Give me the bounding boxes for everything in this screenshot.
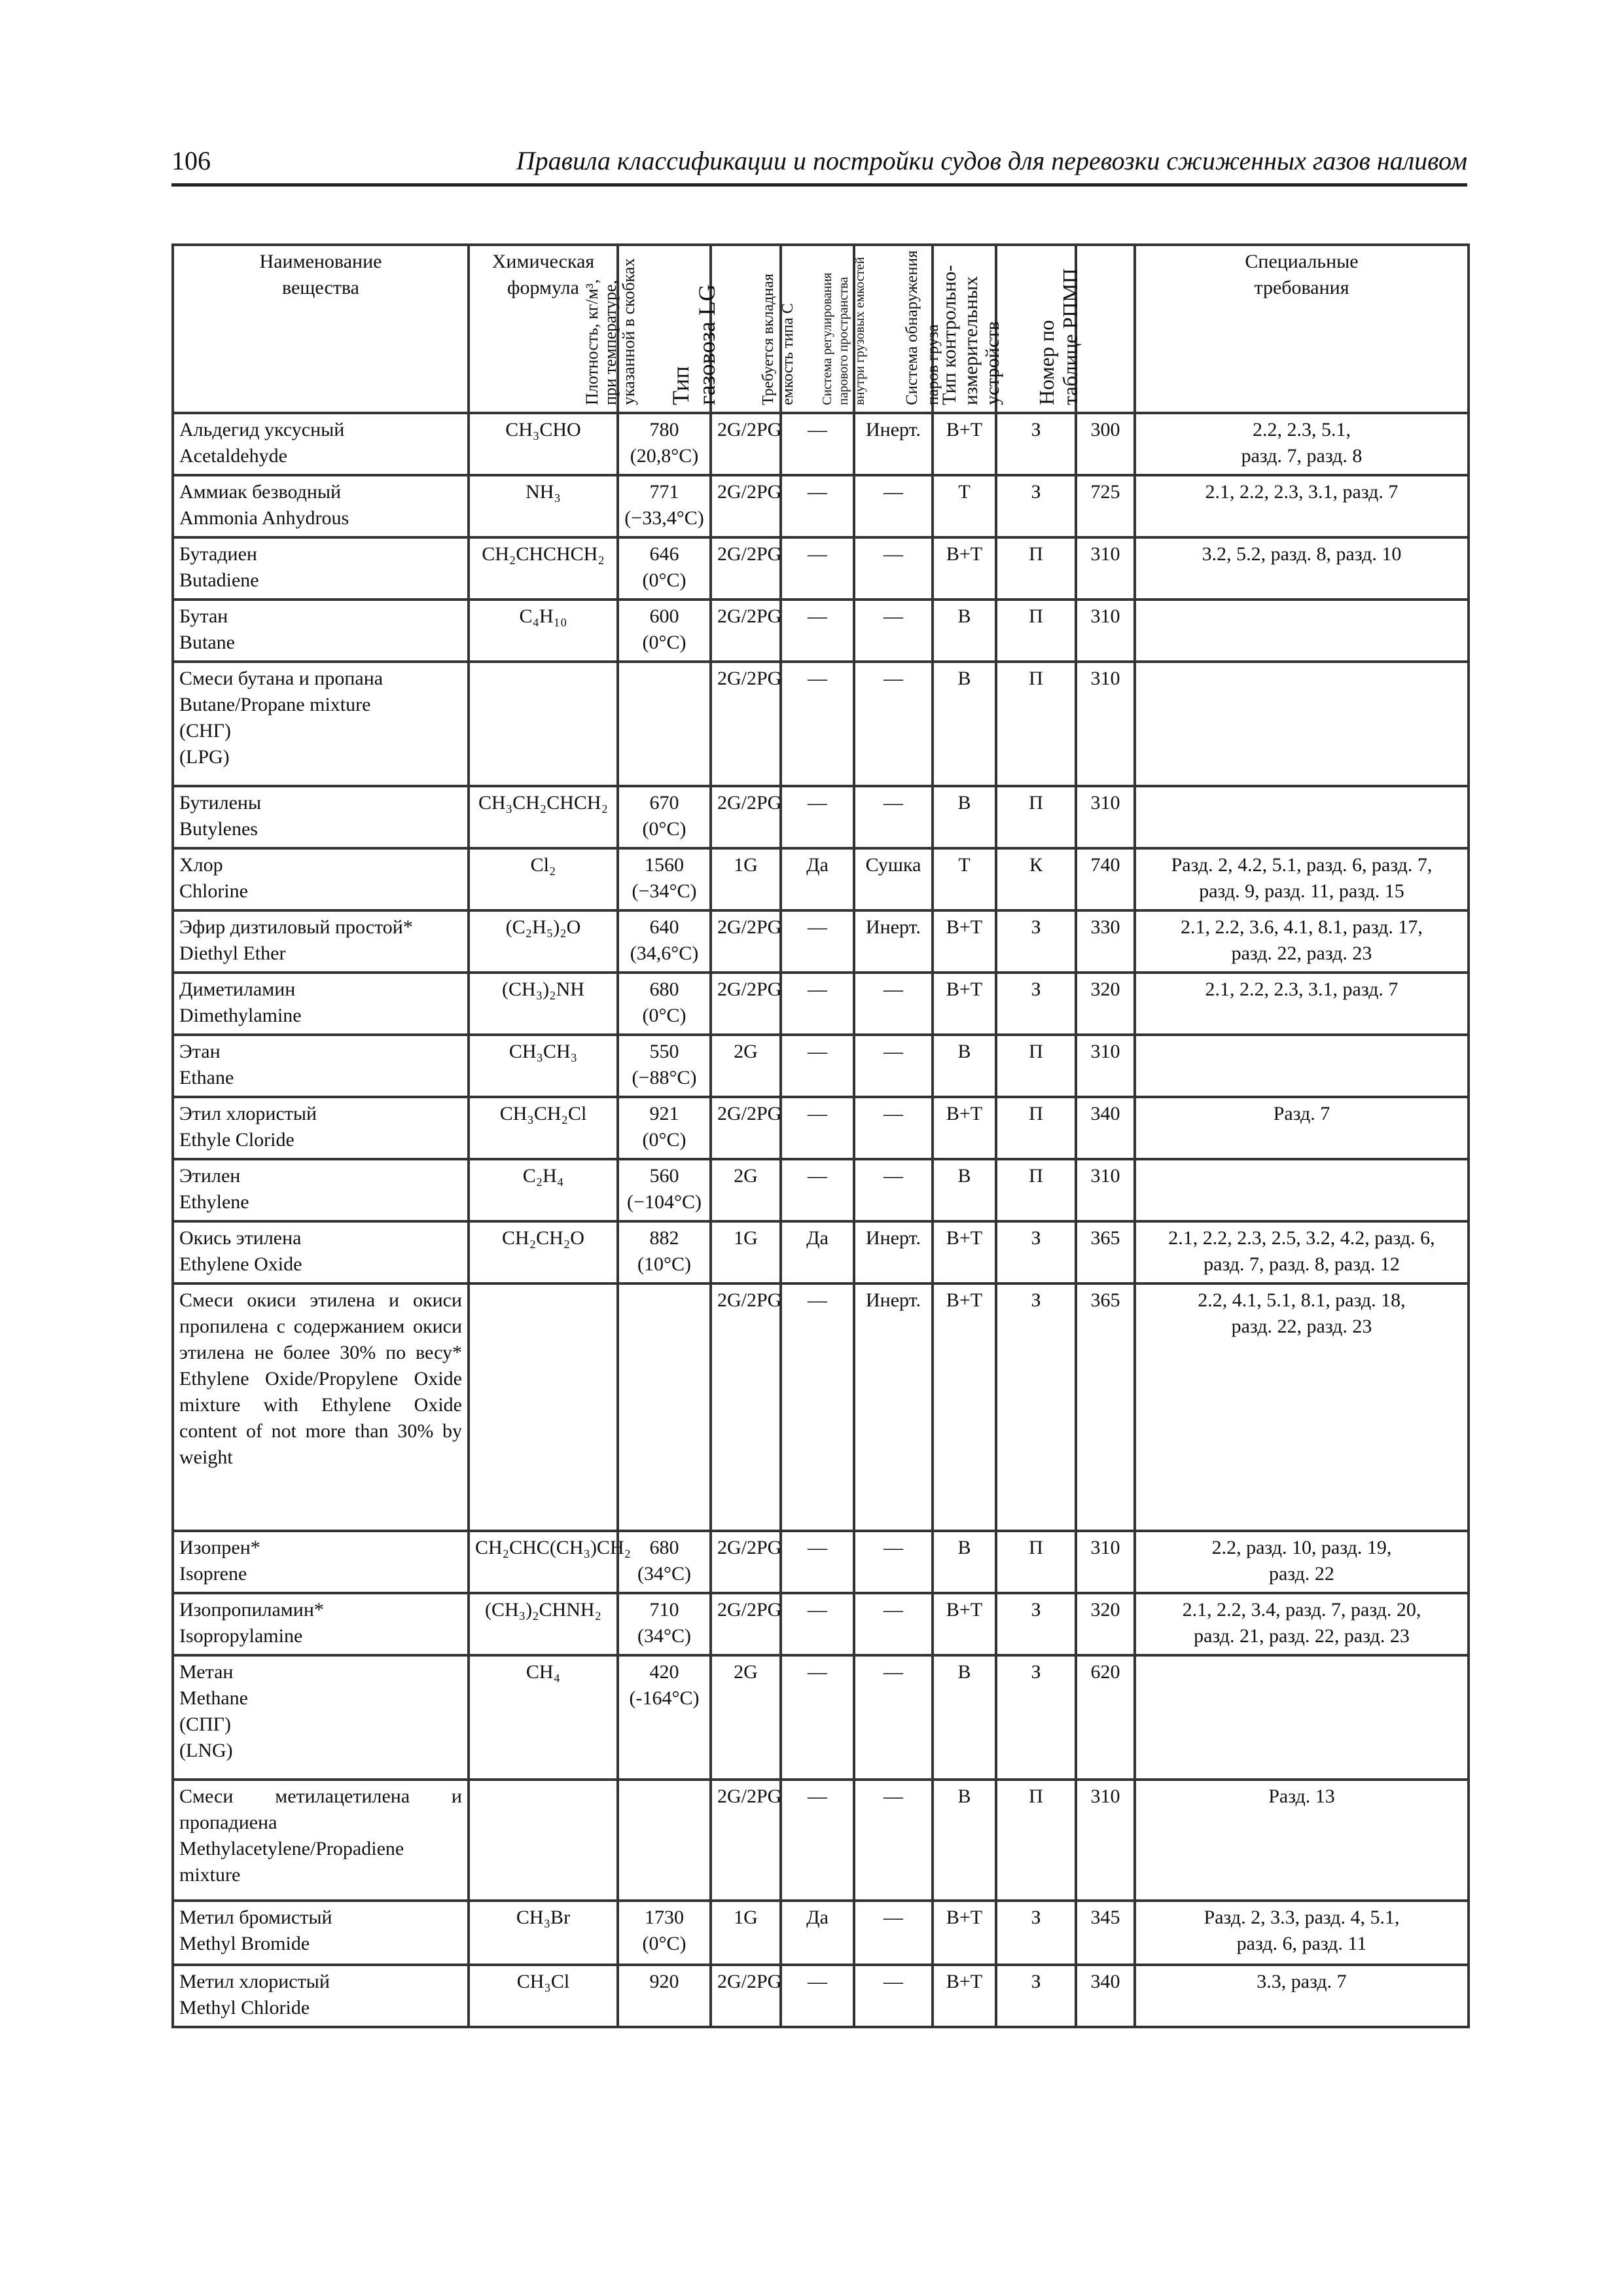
cell-formula: CH₃CHO (469, 413, 618, 475)
cell-tank-c: — (781, 1531, 854, 1593)
cell-detection: B (933, 1159, 996, 1221)
cell-name: Смеси бутана и пропана Butane/Propane mixture (СНГ) (LPG) (173, 662, 469, 786)
cell-vapour-control: Сушка (854, 848, 933, 910)
cell-special: Разд. 7 (1135, 1097, 1469, 1159)
cell-formula (469, 1283, 618, 1531)
cell-gauging: П (996, 662, 1076, 786)
cell-formula: C₂H₄ (469, 1159, 618, 1221)
cell-name: Метил бромистый Methyl Bromide (173, 1901, 469, 1965)
cell-tank-c: — (781, 910, 854, 973)
cell-vapour-control: Инерт. (854, 1283, 933, 1531)
cell-formula: (CH₃)₂NH (469, 973, 618, 1035)
page-header (171, 143, 1467, 187)
cell-rpmp-number: 310 (1076, 1531, 1135, 1593)
cell-rpmp-number: 310 (1076, 1159, 1135, 1221)
cell-rpmp-number: 310 (1076, 1780, 1135, 1901)
cell-vapour-control: — (854, 600, 933, 662)
cell-special (1135, 600, 1469, 662)
cell-detection: T (933, 848, 996, 910)
cell-gauging: К (996, 848, 1076, 910)
cell-tank-c: — (781, 973, 854, 1035)
cell-detection: B+T (933, 1097, 996, 1159)
cell-ship-type: 2G/2PG (711, 600, 781, 662)
cell-detection: B+T (933, 973, 996, 1035)
cell-ship-type: 2G/2PG (711, 475, 781, 537)
cell-tank-c: Да (781, 1901, 854, 1965)
cell-detection: B+T (933, 910, 996, 973)
header-vapour-detection: Система обнаружения паров груза (933, 245, 996, 413)
cell-detection: B+T (933, 1901, 996, 1965)
cell-tank-c: — (781, 1283, 854, 1531)
cell-vapour-control: — (854, 537, 933, 600)
table-row (173, 1221, 1469, 1283)
cell-formula: CH₂CHC(CH₃)CH₂ (469, 1531, 618, 1593)
cell-rpmp-number: 340 (1076, 1097, 1135, 1159)
cell-special: 2.1, 2.2, 2.3, 3.1, разд. 7 (1135, 973, 1469, 1035)
cell-gauging: П (996, 1097, 1076, 1159)
cell-density: 882 (10°C) (618, 1221, 711, 1283)
cell-rpmp-number: 340 (1076, 1965, 1135, 2027)
cell-density: 560 (−104°C) (618, 1159, 711, 1221)
header-name: Наименование вещества (173, 245, 469, 413)
header-vapour-control: Система регулирования парового пространства внутри грузовых емкостей (854, 245, 933, 413)
cell-formula: C₄H₁₀ (469, 600, 618, 662)
table-row (173, 973, 1469, 1035)
header-ship-type: Тип газовоза LG (711, 245, 781, 413)
cell-gauging: П (996, 1159, 1076, 1221)
cell-density: 1730 (0°C) (618, 1901, 711, 1965)
cell-tank-c: — (781, 1097, 854, 1159)
cell-gauging: З (996, 973, 1076, 1035)
cell-name: Диметиламин Dimethylamine (173, 973, 469, 1035)
cell-vapour-control: — (854, 1593, 933, 1655)
cell-rpmp-number: 620 (1076, 1655, 1135, 1780)
cell-formula: CH₃Cl (469, 1965, 618, 2027)
cell-tank-c: — (781, 475, 854, 537)
cell-vapour-control: — (854, 662, 933, 786)
cell-gauging: З (996, 910, 1076, 973)
cell-special (1135, 786, 1469, 848)
cell-tank-c: — (781, 786, 854, 848)
cell-special: Разд. 2, 4.2, 5.1, разд. 6, разд. 7, разд. 9, разд. 11, разд. 15 (1135, 848, 1469, 910)
cell-name: Хлор Chlorine (173, 848, 469, 910)
table-row (173, 848, 1469, 910)
table-row (173, 1965, 1469, 2027)
cell-special: 3.2, 5.2, разд. 8, разд. 10 (1135, 537, 1469, 600)
cell-tank-c: — (781, 1655, 854, 1780)
header-special: Специальные требования (1135, 245, 1469, 413)
cell-rpmp-number: 330 (1076, 910, 1135, 973)
cell-name: Окись этилена Ethylene Oxide (173, 1221, 469, 1283)
cell-vapour-control: Инерт. (854, 413, 933, 475)
cell-tank-c: Да (781, 1221, 854, 1283)
cell-rpmp-number: 310 (1076, 600, 1135, 662)
cell-vapour-control: — (854, 973, 933, 1035)
cell-name: Бутан Butane (173, 600, 469, 662)
cell-tank-c: — (781, 600, 854, 662)
cell-special: Разд. 13 (1135, 1780, 1469, 1901)
cell-rpmp-number: 345 (1076, 1901, 1135, 1965)
cell-gauging: З (996, 1221, 1076, 1283)
cell-name: Альдегид уксусный Acetaldehyde (173, 413, 469, 475)
table-row (173, 1035, 1469, 1097)
cell-gauging: З (996, 1283, 1076, 1531)
cell-ship-type: 2G (711, 1655, 781, 1780)
cell-special: 2.2, 2.3, 5.1, разд. 7, разд. 8 (1135, 413, 1469, 475)
cell-detection: B+T (933, 1221, 996, 1283)
header-rpmp-number: Номер по таблице РПМП (1076, 245, 1135, 413)
cell-formula: NH₃ (469, 475, 618, 537)
cell-vapour-control: — (854, 1780, 933, 1901)
cell-ship-type: 2G (711, 1035, 781, 1097)
cell-detection: B+T (933, 1965, 996, 2027)
cell-ship-type: 2G/2PG (711, 1097, 781, 1159)
cell-formula (469, 1780, 618, 1901)
cell-detection: B (933, 786, 996, 848)
table-row (173, 413, 1469, 475)
substances-table (171, 243, 1470, 2028)
cell-vapour-control: — (854, 1159, 933, 1221)
cell-vapour-control: — (854, 1097, 933, 1159)
cell-name: Этилен Ethylene (173, 1159, 469, 1221)
cell-ship-type: 2G/2PG (711, 1780, 781, 1901)
cell-ship-type: 2G/2PG (711, 1593, 781, 1655)
cell-special (1135, 662, 1469, 786)
cell-ship-type: 2G/2PG (711, 1531, 781, 1593)
cell-density: 680 (0°C) (618, 973, 711, 1035)
cell-special: 2.1, 2.2, 3.6, 4.1, 8.1, разд. 17, разд. 22, разд. 23 (1135, 910, 1469, 973)
cell-name: Метил хлористый Methyl Chloride (173, 1965, 469, 2027)
cell-formula: CH₃CH₂Cl (469, 1097, 618, 1159)
table-header-row (173, 245, 1469, 413)
table-row (173, 910, 1469, 973)
cell-density (618, 662, 711, 786)
cell-ship-type: 1G (711, 848, 781, 910)
table-row (173, 1531, 1469, 1593)
cell-rpmp-number: 310 (1076, 662, 1135, 786)
cell-density: 920 (618, 1965, 711, 2027)
cell-name: Изопрен* Isoprene (173, 1531, 469, 1593)
cell-special: Разд. 2, 3.3, разд. 4, 5.1, разд. 6, разд. 11 (1135, 1901, 1469, 1965)
cell-name: Этан Ethane (173, 1035, 469, 1097)
cell-rpmp-number: 300 (1076, 413, 1135, 475)
cell-formula: CH₄ (469, 1655, 618, 1780)
cell-formula: (CH₃)₂CHNH₂ (469, 1593, 618, 1655)
cell-gauging: П (996, 786, 1076, 848)
cell-density: 771 (−33,4°C) (618, 475, 711, 537)
cell-vapour-control: Инерт. (854, 910, 933, 973)
cell-ship-type: 2G/2PG (711, 537, 781, 600)
cell-special: 3.3, разд. 7 (1135, 1965, 1469, 2027)
cell-tank-c: Да (781, 848, 854, 910)
cell-vapour-control: — (854, 1035, 933, 1097)
table-row (173, 1901, 1469, 1965)
cell-special: 2.1, 2.2, 2.3, 2.5, 3.2, 4.2, разд. 6, разд. 7, разд. 8, разд. 12 (1135, 1221, 1469, 1283)
cell-density: 710 (34°C) (618, 1593, 711, 1655)
cell-vapour-control: — (854, 1531, 933, 1593)
table-row (173, 1283, 1469, 1531)
cell-detection: B (933, 600, 996, 662)
cell-special (1135, 1035, 1469, 1097)
cell-ship-type: 2G/2PG (711, 662, 781, 786)
cell-detection: B (933, 1655, 996, 1780)
cell-gauging: П (996, 600, 1076, 662)
cell-gauging: З (996, 413, 1076, 475)
cell-tank-c: — (781, 1035, 854, 1097)
cell-rpmp-number: 310 (1076, 786, 1135, 848)
cell-ship-type: 2G/2PG (711, 910, 781, 973)
table-row (173, 1655, 1469, 1780)
cell-tank-c: — (781, 1965, 854, 2027)
cell-ship-type: 1G (711, 1901, 781, 1965)
cell-special (1135, 1159, 1469, 1221)
cell-gauging: З (996, 1901, 1076, 1965)
cell-density: 780 (20,8°C) (618, 413, 711, 475)
cell-name: Изопропиламин* Isopropylamine (173, 1593, 469, 1655)
table-row (173, 1159, 1469, 1221)
cell-detection: B (933, 1780, 996, 1901)
cell-formula: CH₂CH₂O (469, 1221, 618, 1283)
cell-rpmp-number: 310 (1076, 1035, 1135, 1097)
table-row (173, 537, 1469, 600)
cell-detection: B+T (933, 1593, 996, 1655)
cell-vapour-control: — (854, 786, 933, 848)
table-row (173, 1593, 1469, 1655)
cell-vapour-control: — (854, 1655, 933, 1780)
cell-gauging: П (996, 1531, 1076, 1593)
cell-tank-c: — (781, 1780, 854, 1901)
cell-name: Бутадиен Butadiene (173, 537, 469, 600)
cell-rpmp-number: 725 (1076, 475, 1135, 537)
cell-density (618, 1780, 711, 1901)
cell-density: 550 (−88°C) (618, 1035, 711, 1097)
table-row (173, 1780, 1469, 1901)
cell-rpmp-number: 740 (1076, 848, 1135, 910)
cell-formula: Cl₂ (469, 848, 618, 910)
header-density: Плотность, кг/м³, при температуре, указанной в скобках (618, 245, 711, 413)
cell-tank-c: — (781, 1593, 854, 1655)
cell-detection: B (933, 662, 996, 786)
cell-rpmp-number: 365 (1076, 1283, 1135, 1531)
cell-density: 640 (34,6°C) (618, 910, 711, 973)
table-row (173, 662, 1469, 786)
cell-vapour-control: Инерт. (854, 1221, 933, 1283)
table-row (173, 475, 1469, 537)
cell-gauging: З (996, 1655, 1076, 1780)
cell-density: 670 (0°C) (618, 786, 711, 848)
cell-density (618, 1283, 711, 1531)
cell-name: Метан Methane (СПГ) (LNG) (173, 1655, 469, 1780)
cell-gauging: П (996, 1780, 1076, 1901)
header-formula: Химическая формула (469, 245, 618, 413)
cell-ship-type: 2G/2PG (711, 413, 781, 475)
table-row (173, 786, 1469, 848)
cell-name: Этил хлористый Ethyle Cloride (173, 1097, 469, 1159)
cell-density: 680 (34°C) (618, 1531, 711, 1593)
cell-rpmp-number: 320 (1076, 973, 1135, 1035)
cell-ship-type: 2G/2PG (711, 973, 781, 1035)
cell-formula (469, 662, 618, 786)
cell-detection: B (933, 1531, 996, 1593)
cell-name: Смеси метилацетилена и пропадиена Methylacetylene/Propadiene mixture (173, 1780, 469, 1901)
cell-formula: CH₃CH₃ (469, 1035, 618, 1097)
cell-ship-type: 2G (711, 1159, 781, 1221)
cell-density: 921 (0°C) (618, 1097, 711, 1159)
cell-density: 1560 (−34°C) (618, 848, 711, 910)
cell-rpmp-number: 365 (1076, 1221, 1135, 1283)
cell-tank-c: — (781, 662, 854, 786)
cell-gauging: З (996, 1965, 1076, 2027)
cell-vapour-control: — (854, 1901, 933, 1965)
header-gauging: Тип контрольно- измерительных устройств (996, 245, 1076, 413)
cell-tank-c: — (781, 537, 854, 600)
cell-name: Смеси окиси этилена и окиси пропилена с содержанием окиси этилена не более 30% по весу* Ethylene Oxide/Propylene Oxide mixture with Ethylene Oxide content of not more than 30% by weight (173, 1283, 469, 1531)
cell-detection: T (933, 475, 996, 537)
page-number: 106 (171, 146, 211, 175)
cell-special: 2.1, 2.2, 3.4, разд. 7, разд. 20, разд. 21, разд. 22, разд. 23 (1135, 1593, 1469, 1655)
cell-gauging: П (996, 1035, 1076, 1097)
cell-vapour-control: — (854, 475, 933, 537)
header-tank-c: Требуется вкладная емкость типа С (781, 245, 854, 413)
cell-gauging: З (996, 475, 1076, 537)
cell-ship-type: 2G/2PG (711, 786, 781, 848)
cell-detection: B+T (933, 537, 996, 600)
cell-tank-c: — (781, 413, 854, 475)
cell-rpmp-number: 320 (1076, 1593, 1135, 1655)
table-row (173, 600, 1469, 662)
cell-rpmp-number: 310 (1076, 537, 1135, 600)
cell-name: Эфир дизтиловый простой* Diethyl Ether (173, 910, 469, 973)
cell-gauging: П (996, 537, 1076, 600)
cell-special: 2.2, 4.1, 5.1, 8.1, разд. 18, разд. 22, разд. 23 (1135, 1283, 1469, 1531)
cell-gauging: З (996, 1593, 1076, 1655)
cell-detection: B+T (933, 1283, 996, 1531)
cell-formula: (C₂H₅)₂O (469, 910, 618, 973)
cell-density: 420 (-164°C) (618, 1655, 711, 1780)
cell-ship-type: 2G/2PG (711, 1965, 781, 2027)
cell-formula: CH₃Br (469, 1901, 618, 1965)
cell-name: Аммиак безводный Ammonia Anhydrous (173, 475, 469, 537)
cell-ship-type: 2G/2PG (711, 1283, 781, 1531)
cell-detection: B+T (933, 413, 996, 475)
cell-special (1135, 1655, 1469, 1780)
cell-density: 646 (0°C) (618, 537, 711, 600)
cell-density: 600 (0°C) (618, 600, 711, 662)
cell-vapour-control: — (854, 1965, 933, 2027)
cell-ship-type: 1G (711, 1221, 781, 1283)
cell-formula: CH₃CH₂CHCH₂ (469, 786, 618, 848)
cell-special: 2.2, разд. 10, разд. 19, разд. 22 (1135, 1531, 1469, 1593)
table-row (173, 1097, 1469, 1159)
cell-name: Бутилены Butylenes (173, 786, 469, 848)
running-title: Правила классификации и постройки судов для перевозки сжиженных газов наливом (516, 146, 1467, 175)
cell-special: 2.1, 2.2, 2.3, 3.1, разд. 7 (1135, 475, 1469, 537)
cell-detection: B (933, 1035, 996, 1097)
cell-tank-c: — (781, 1159, 854, 1221)
cell-formula: CH₂CHCHCH₂ (469, 537, 618, 600)
